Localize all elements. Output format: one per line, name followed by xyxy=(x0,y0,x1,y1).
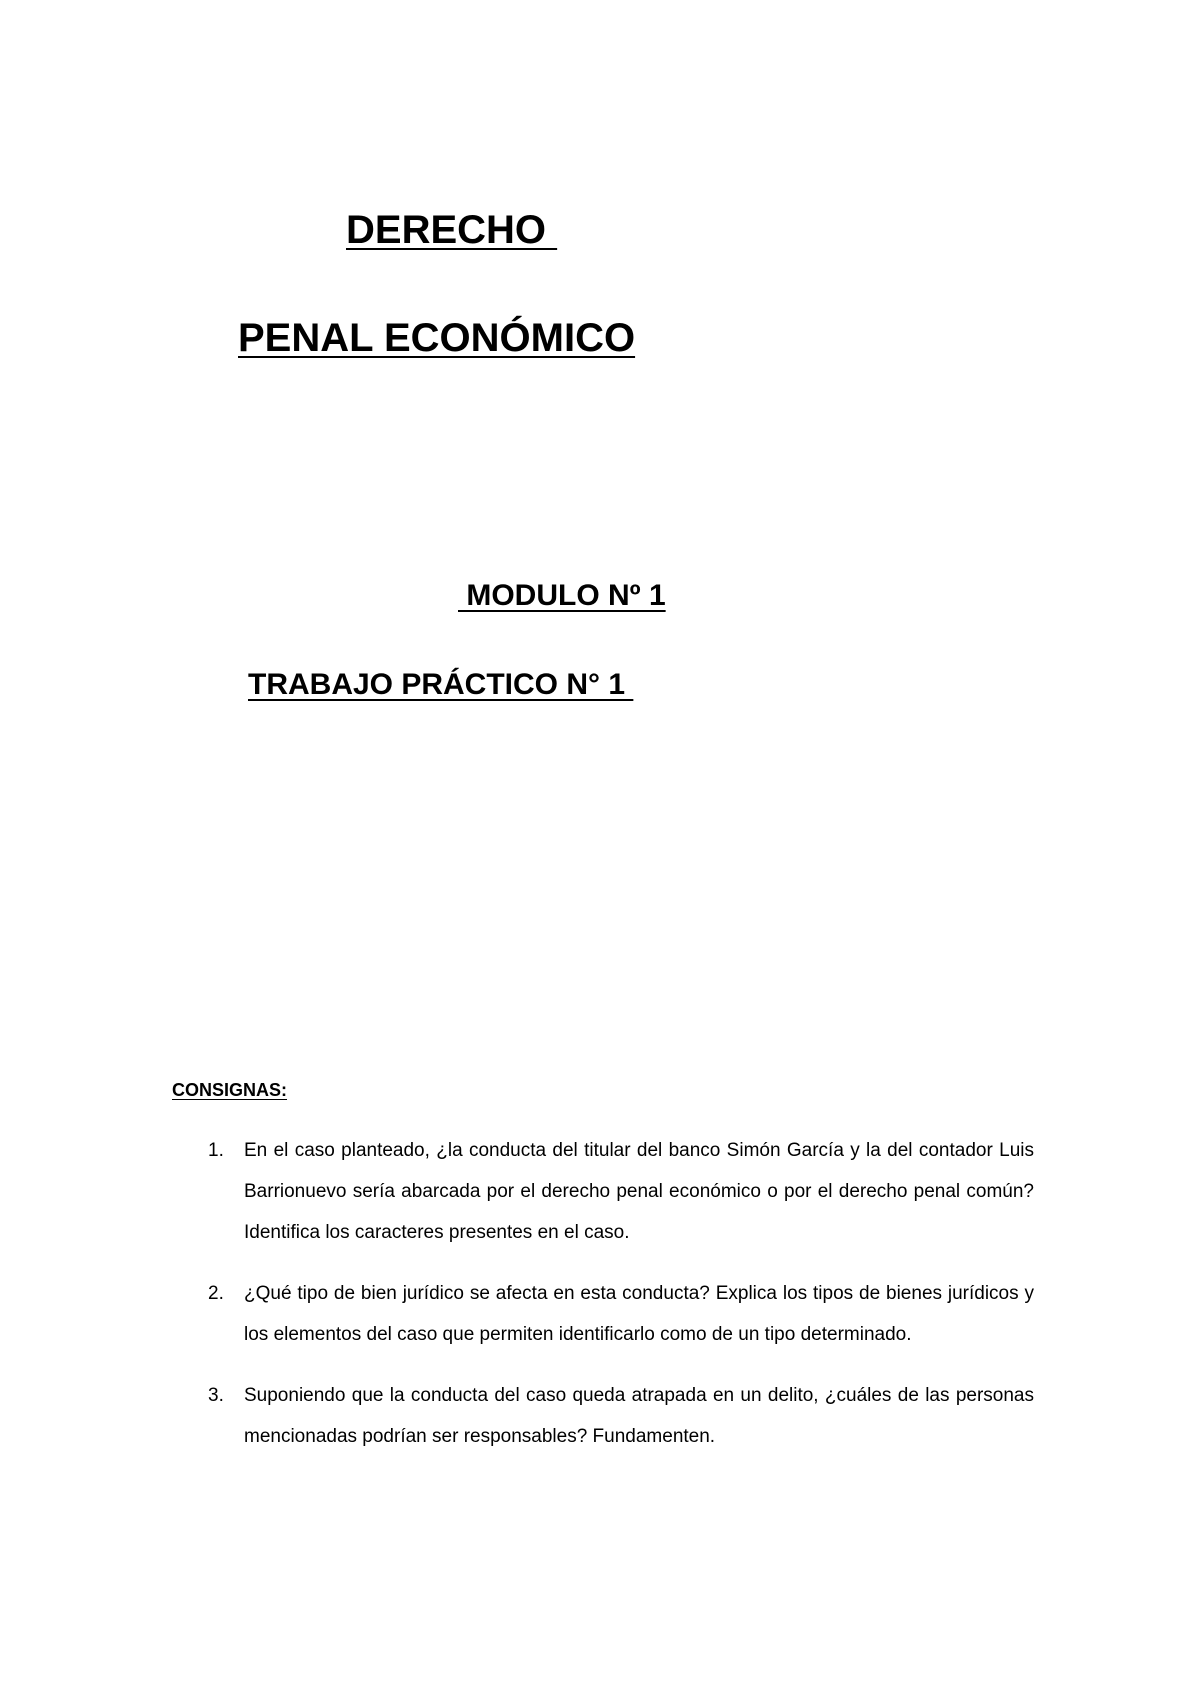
module-heading: MODULO Nº 1 xyxy=(458,579,666,612)
list-item-number: 2. xyxy=(208,1283,224,1304)
list-item-number: 3. xyxy=(208,1385,224,1406)
list-item xyxy=(172,1273,1034,1355)
title-penal-economico: PENAL ECONÓMICO xyxy=(238,316,636,360)
title-derecho: DERECHO xyxy=(346,208,558,252)
practical-work-heading: TRABAJO PRÁCTICO N° 1 xyxy=(248,668,634,701)
list-item xyxy=(172,1130,1034,1253)
list-item-text: Suponiendo que la conducta del caso queda atrapada en un delito, ¿cuáles de las personas mencionadas podrían ser responsables? Fundamenten. xyxy=(244,1385,1034,1447)
list-item xyxy=(172,1375,1034,1457)
consignas-heading: CONSIGNAS: xyxy=(172,1080,288,1100)
consignas-list xyxy=(172,1130,1034,1477)
list-item-text: En el caso planteado, ¿la conducta del titular del banco Simón García y la del contador Luis Barrionuevo sería abarcada por el derecho penal económico o por el derecho penal común? Identifica los caracteres presentes en el caso. xyxy=(244,1140,1034,1243)
list-item-text: ¿Qué tipo de bien jurídico se afecta en esta conducta? Explica los tipos de bienes jurídicos y los elementos del caso que permiten identificarlo como de un tipo determinado. xyxy=(244,1283,1034,1345)
list-item-number: 1. xyxy=(208,1140,224,1161)
